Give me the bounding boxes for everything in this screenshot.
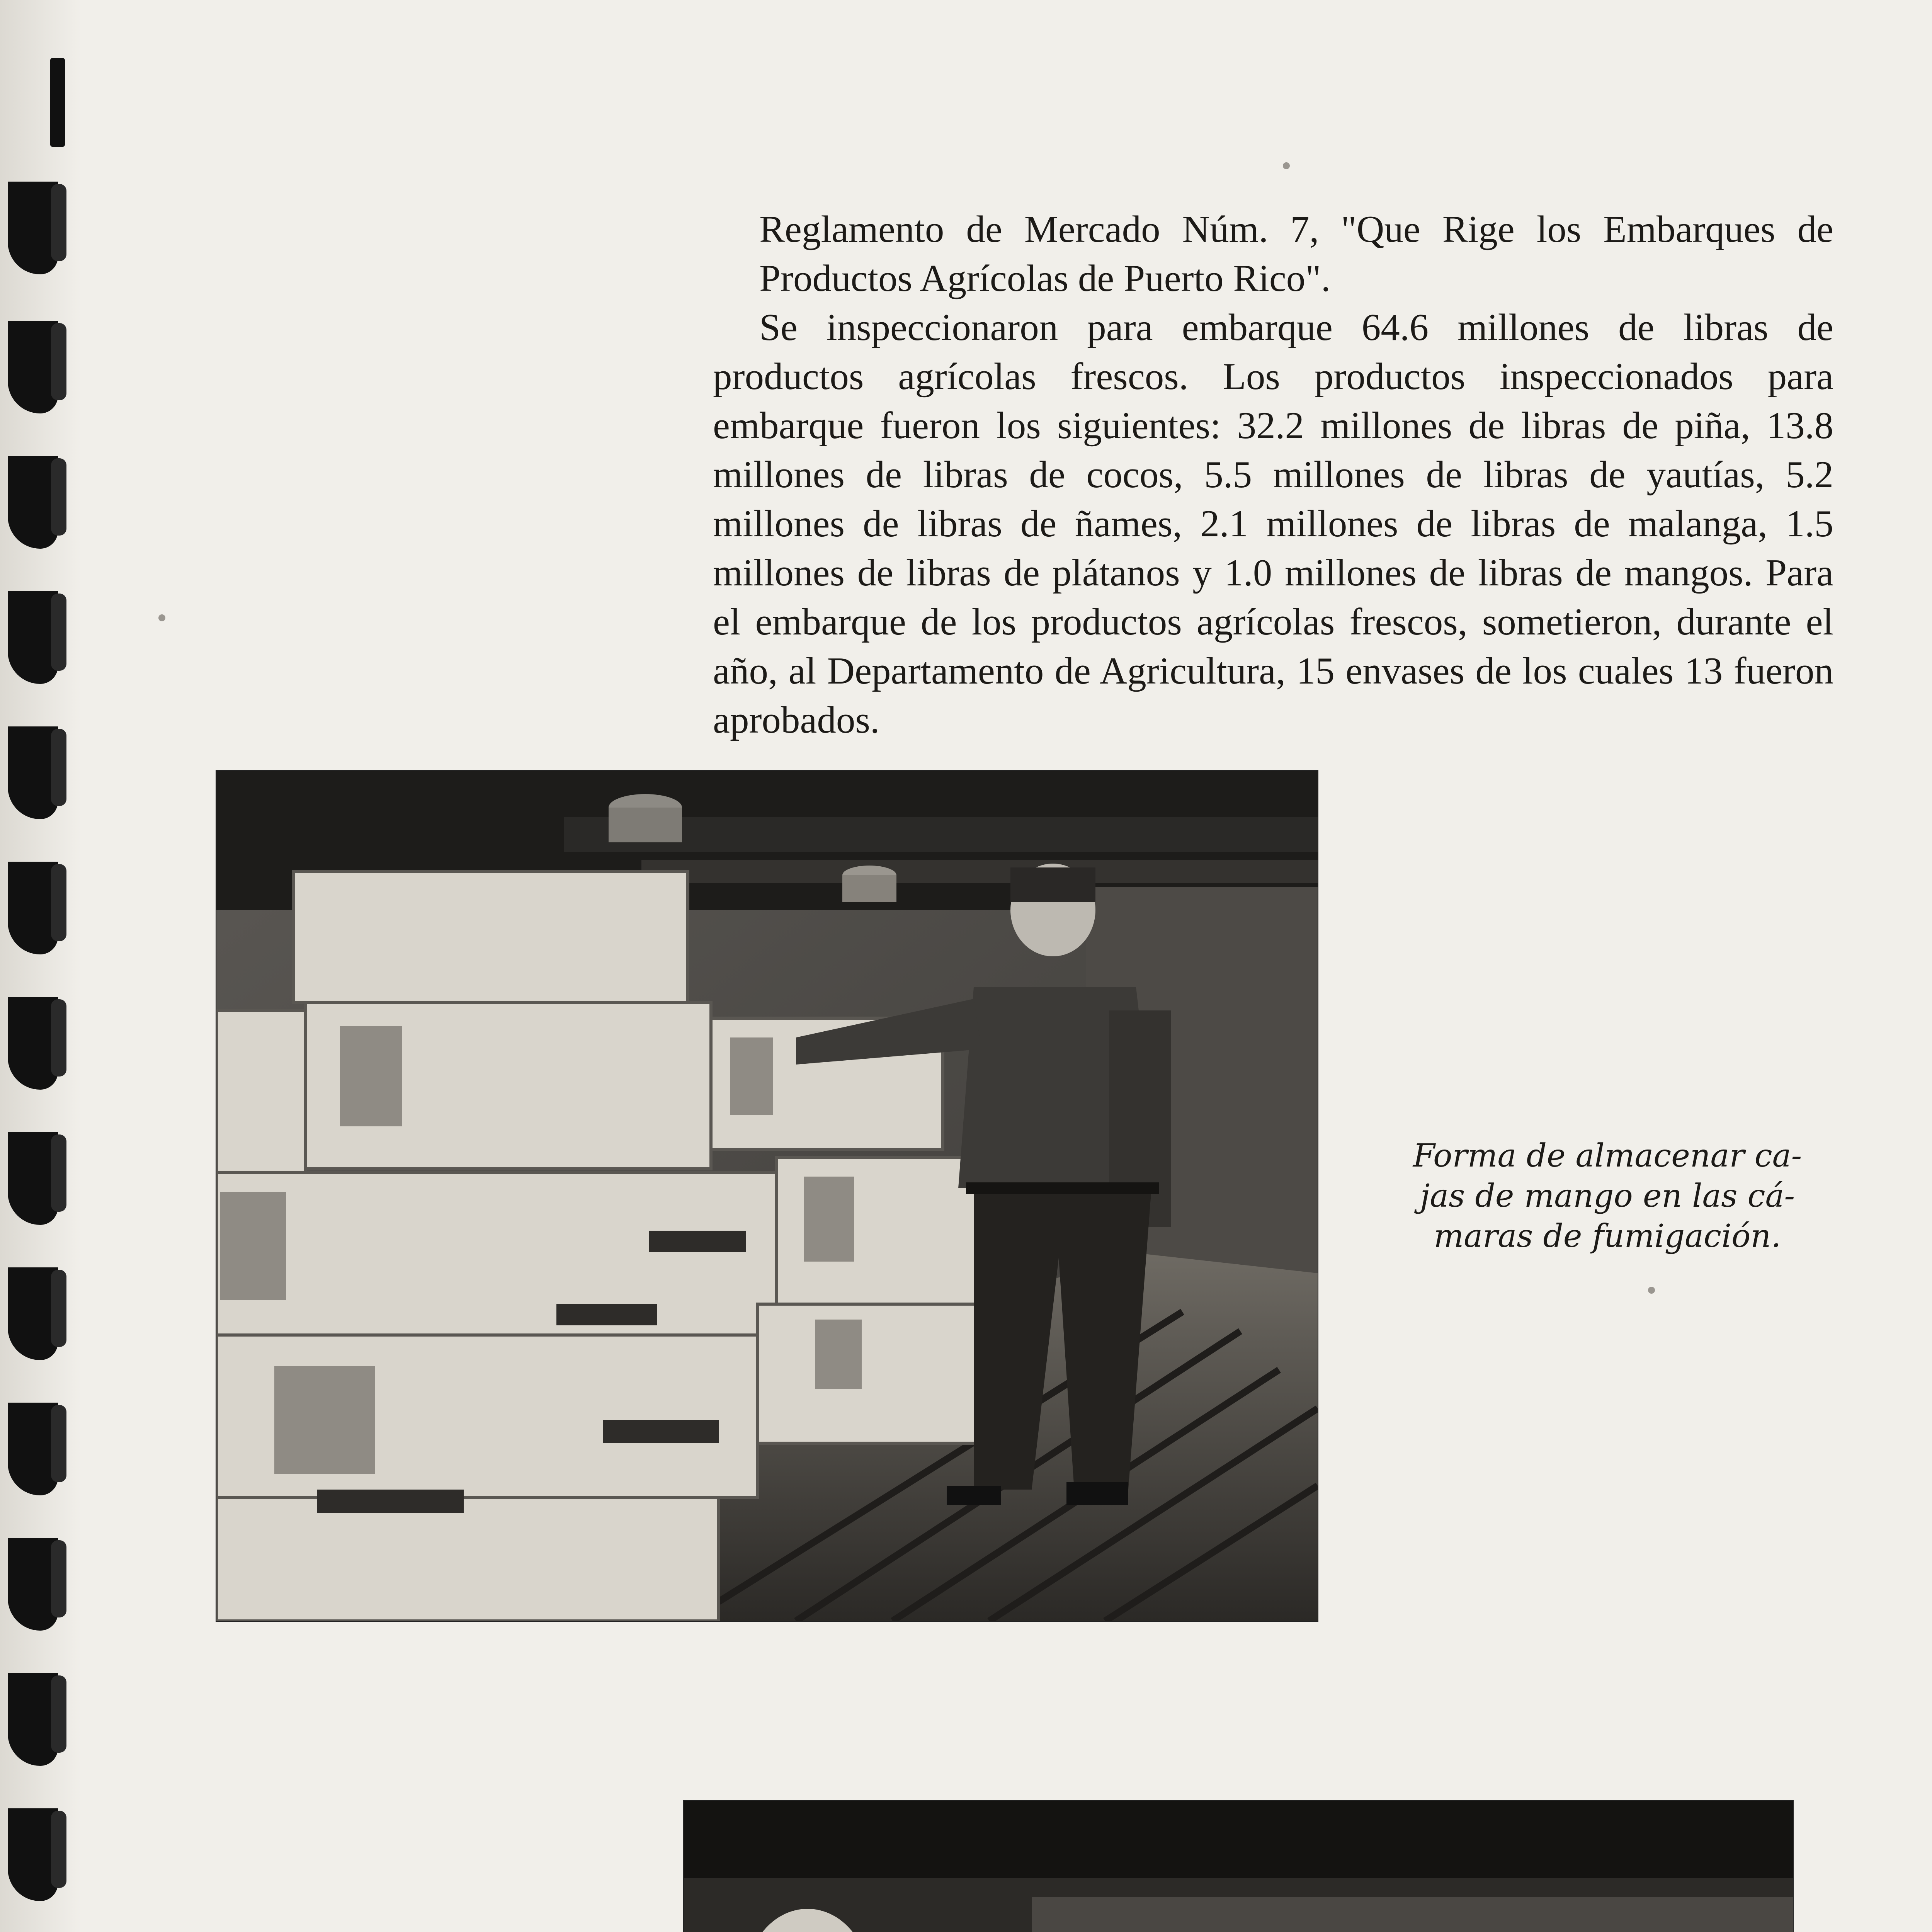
body-text (713, 205, 1833, 745)
binding-ring (8, 1403, 58, 1495)
binding-ring (8, 182, 58, 274)
binding-ring (8, 321, 58, 413)
binding-ring (8, 1538, 58, 1631)
binding-ring (8, 1132, 58, 1225)
binding-ring (8, 1267, 58, 1360)
caption-line: Forma de almacenar ca- (1413, 1138, 1802, 1174)
paper-speck (158, 614, 165, 621)
technicians-photo (684, 1801, 1793, 1932)
binding-ring (8, 726, 58, 819)
binding-ring-top (50, 58, 65, 147)
paragraph-2: Se inspeccionaron para embarque 64.6 millones de libras de productos agrícolas frescos. Los productos inspeccionados para embarque fueron los siguientes: 32.2 millones de libras de piña, 13.8 millones de libras de cocos, 5.5 millones de libras de yautías, 5.2 millones de libras de ñames, 2.1 millones de libras de malanga, 1.5 millones de libras de plátanos y 1.0 millones de libras de mangos. Para el embarque de los productos agrícolas frescos, sometieron, durante el año, al Departamento de Agricultura, 15 envases de los cuales 13 fueron aprobados. (713, 306, 1833, 741)
binding-ring (8, 591, 58, 684)
binding-ring (8, 862, 58, 954)
binding-ring (8, 456, 58, 549)
caption-line: jas de mango en las cá- (1420, 1178, 1795, 1214)
spiral-binding (0, 0, 77, 1932)
paper-speck (1283, 162, 1290, 169)
binding-ring (8, 997, 58, 1090)
caption-line: maras de fumigación. (1434, 1218, 1781, 1255)
mango-storage-caption (1376, 1136, 1839, 1257)
binding-ring (8, 1673, 58, 1766)
paper-speck (1648, 1287, 1655, 1294)
technicians-photo-image (684, 1801, 1793, 1932)
binding-ring (8, 1808, 58, 1901)
mango-storage-photo-image (216, 771, 1318, 1621)
paragraph-1: Reglamento de Mercado Núm. 7, "Que Rige los Embarques de Productos Agrícolas de Puerto Rico". (759, 208, 1833, 299)
mango-storage-photo (216, 771, 1318, 1621)
